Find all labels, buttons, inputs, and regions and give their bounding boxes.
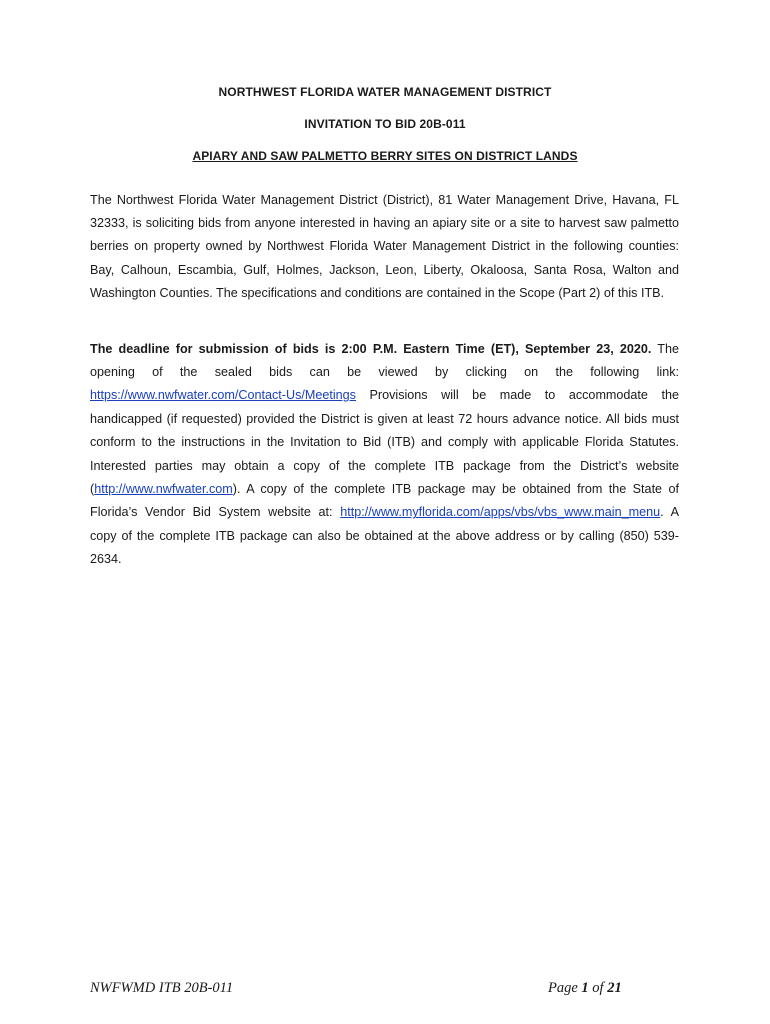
invitation-heading: INVITATION TO BID 20B-011 — [304, 117, 466, 131]
paragraph-text: ). A copy of the complete ITB package may be obtained from the State of Florida’s Vendor Bid System website at: — [90, 482, 679, 520]
website-link[interactable]: http://www.nwfwater.com — [94, 482, 233, 497]
subject-heading: APIARY AND SAW PALMETTO BERRY SITES ON DISTRICT LANDS — [192, 149, 578, 163]
footer-document-id: NWFWMD ITB 20B-011 — [90, 980, 234, 996]
vendor-bid-system-link[interactable]: http://www.myflorida.com/apps/vbs/vbs_www.main_menu — [340, 505, 661, 520]
intro-paragraph: The Northwest Florida Water Management District (District), 81 Water Management Drive, Havana, FL 32333, is soliciting bids from anyone interested in having an apiary site or a site to harvest saw palmetto berries on property owned by Northwest Florida Water Management District in the following counties: Bay, Calhoun, Escambia, Gulf, Holmes, Jackson, Leon, Liberty, Okaloosa, Santa Rosa, Walton and Washington Counties. The specifications and conditions are contained in the Scope (Part 2) of this ITB. — [90, 192, 679, 301]
of-word: of — [588, 980, 608, 996]
total-pages: 21 — [607, 980, 622, 996]
deadline-paragraph — [90, 338, 679, 572]
current-page: 1 — [581, 980, 589, 996]
meetings-link[interactable]: https://www.nwfwater.com/Contact-Us/Meetings — [90, 388, 356, 403]
paragraph-text: Provisions will be made to accommodate the handicapped (if requested) provided the District is given at least 72 hours advance notice. All bids must conform to the instructions in the Invitation to Bid (ITB) and comply with applicable Florida Statutes. Interested parties may obtain a copy of the complete ITB package from the District’s website ( — [90, 388, 679, 497]
organization-heading: NORTHWEST FLORIDA WATER MANAGEMENT DISTRICT — [218, 85, 552, 99]
deadline-statement: The deadline for submission of bids is 2:00 P.M. Eastern Time (ET), September 23, 2020. — [90, 341, 652, 356]
paragraph-text: The opening of the sealed bids can be viewed by clicking on the following link: — [90, 341, 679, 379]
page-word: Page — [548, 980, 582, 996]
paragraph-text: . A copy of the complete ITB package can also be obtained at the above address or by calling (850) 539-2634. — [90, 505, 679, 567]
footer-page-number — [548, 980, 622, 997]
